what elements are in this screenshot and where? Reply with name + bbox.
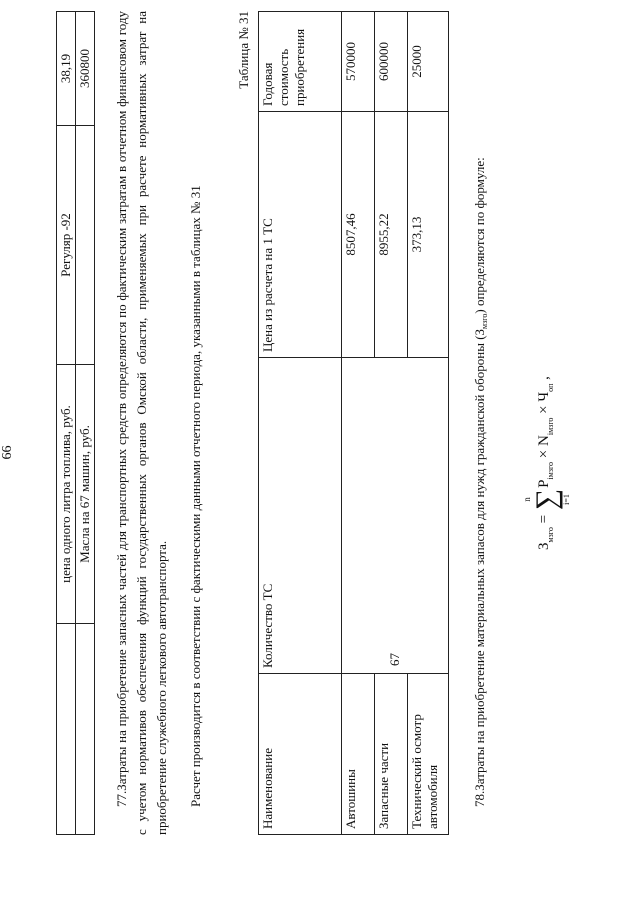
- col-header-count: Количество ТС: [259, 358, 342, 674]
- table-row: [76, 12, 95, 835]
- table-cell: 570000: [342, 12, 375, 112]
- col-header-price: Цена из расчета на 1 ТС: [259, 112, 342, 358]
- col-header-annual-cost: Годовая стоимость приобретения: [259, 12, 342, 112]
- table-cell: цена одного литра топлива, руб.: [57, 365, 76, 624]
- table-cell: 373,13: [408, 112, 449, 358]
- table-cell: 8955,22: [375, 112, 408, 358]
- table-cell: Регуляр -92: [57, 126, 76, 365]
- table-cell: 600000: [375, 12, 408, 112]
- table-cell: 25000: [408, 12, 449, 112]
- table-row: [342, 12, 375, 835]
- table-cell: Масла на 67 машин, руб.: [76, 365, 95, 624]
- formula-lhs: З: [536, 542, 552, 550]
- fuel-oil-table: [56, 11, 95, 835]
- count-value: 67: [387, 653, 402, 666]
- calc-text: Расчет производится в соответствии с фактическими данными отчетного периода, указанными в таблицах № 31: [188, 185, 203, 807]
- table-31: [258, 11, 449, 835]
- table-cell: [76, 126, 95, 365]
- table-cell: Запасные части: [375, 674, 408, 835]
- section-78-text: 78.Затраты на приобретение материальных запасов для нужд гражданской обороны $(З_{мзго})$ определяются по формуле:: [472, 157, 489, 807]
- table-cell: 38,19: [57, 12, 76, 126]
- table-cell: [76, 624, 95, 835]
- col-header-name: Наименование: [259, 674, 342, 835]
- table-header-row: [259, 12, 342, 835]
- section-77-text: 77.Затраты на приобретение запасных частей для транспортных средств определяются по фактическим затратам в отчетном финансовом году с учетом нормативов обеспечения функций государственных органов Омской области, применяемых при расчете нормативных затрат на приобретение служебного легкового автотранспорта.: [114, 11, 169, 835]
- formula: $З_{мзго}$ = ∑ n i=1 $P_{iмзго} \times N_{iмзго} \times Ч_{оп}$ ,: [522, 376, 571, 550]
- table-cell: Технический осмотр автомобиля: [408, 674, 449, 835]
- table-cell: 360800: [76, 12, 95, 126]
- table-row: [57, 12, 76, 835]
- table-caption: Таблица № 31: [236, 11, 251, 89]
- sum-sign: ∑ n i=1: [522, 488, 571, 511]
- table-cell-count: [342, 358, 449, 674]
- table-cell: Автошины: [342, 674, 375, 835]
- page-number: 66: [0, 445, 15, 460]
- table-cell: [57, 624, 76, 835]
- table-cell: 8507,46: [342, 112, 375, 358]
